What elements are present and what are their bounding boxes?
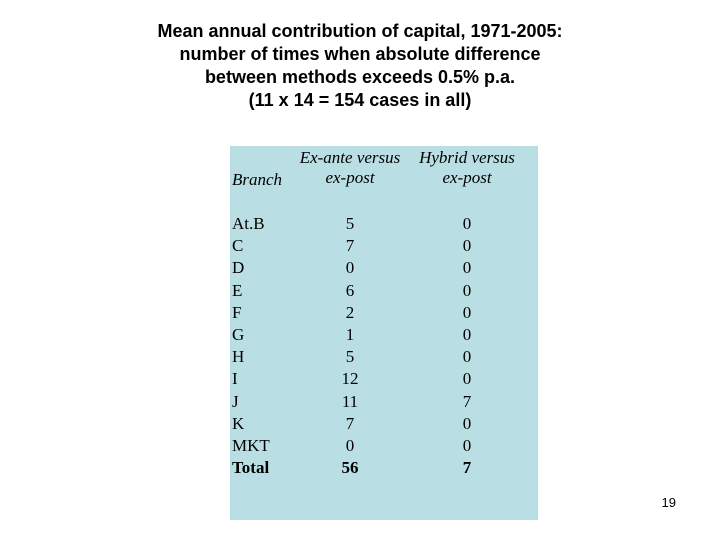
exante-cell: 5 [345, 214, 355, 233]
hybrid-cell: 0 [462, 347, 472, 367]
exante-cell: 12 [341, 369, 359, 389]
header-exante-line-1: Ex-ante versus [299, 148, 401, 167]
table-row [230, 368, 538, 390]
table-row [230, 435, 538, 457]
branch-cell: E [232, 280, 243, 300]
table-row [230, 280, 538, 302]
header-exante-vs-expost [294, 148, 406, 188]
exante-cell: 6 [345, 280, 355, 300]
title-line-1: Mean annual contribution of capital, 1971-2005: [157, 21, 563, 41]
table-row [230, 324, 538, 346]
table-row [230, 391, 538, 413]
branch-cell: J [232, 391, 239, 411]
hybrid-cell: 0 [462, 413, 472, 433]
exante-cell: 5 [345, 347, 355, 367]
hybrid-cell: 0 [462, 302, 472, 322]
exante-cell: 7 [345, 413, 355, 433]
branch-cell: H [232, 347, 245, 367]
branch-cell: K [232, 413, 245, 433]
exante-cell: 11 [341, 391, 359, 411]
data-table [230, 146, 538, 520]
header-hybrid-vs-expost [412, 148, 522, 188]
header-hybrid-line-1: Hybrid versus [419, 148, 515, 167]
page-number: 19 [661, 495, 676, 510]
branch-cell: G [232, 324, 245, 344]
title-line-2: number of times when absolute difference [179, 44, 541, 64]
title-line-3: between methods exceeds 0.5% p.a. [204, 67, 516, 87]
exante-cell: 0 [345, 258, 355, 278]
table-row [230, 257, 538, 279]
branch-cell: Total [232, 458, 270, 478]
exante-cell: 1 [345, 324, 355, 344]
hybrid-cell: 7 [462, 391, 472, 411]
exante-cell: 7 [345, 236, 355, 256]
table-row-total [230, 457, 538, 479]
title-line-4: (11 x 14 = 154 cases in all) [248, 90, 472, 110]
branch-cell: F [232, 302, 242, 322]
branch-cell: I [232, 369, 238, 389]
table-row [230, 302, 538, 324]
exante-cell: 0 [345, 435, 355, 455]
exante-cell: 2 [345, 302, 355, 322]
header-branch: Branch [232, 170, 283, 189]
hybrid-cell: 0 [462, 324, 472, 344]
branch-cell: C [232, 236, 244, 256]
table-row [230, 413, 538, 435]
header-hybrid-line-2: ex-post [442, 168, 492, 187]
branch-cell: At.B [232, 214, 265, 233]
slide-title [60, 20, 660, 112]
table-row [230, 213, 538, 235]
branch-cell: D [232, 258, 245, 278]
table-row [230, 346, 538, 368]
hybrid-cell: 0 [462, 214, 472, 233]
branch-cell: MKT [232, 435, 270, 455]
hybrid-cell: 7 [462, 458, 472, 478]
header-exante-line-2: ex-post [325, 168, 375, 187]
table-row [230, 235, 538, 257]
table-body [230, 213, 538, 479]
exante-cell: 56 [341, 458, 359, 478]
hybrid-cell: 0 [462, 369, 472, 389]
hybrid-cell: 0 [462, 435, 472, 455]
hybrid-cell: 0 [462, 236, 472, 256]
hybrid-cell: 0 [462, 280, 472, 300]
hybrid-cell: 0 [462, 258, 472, 278]
